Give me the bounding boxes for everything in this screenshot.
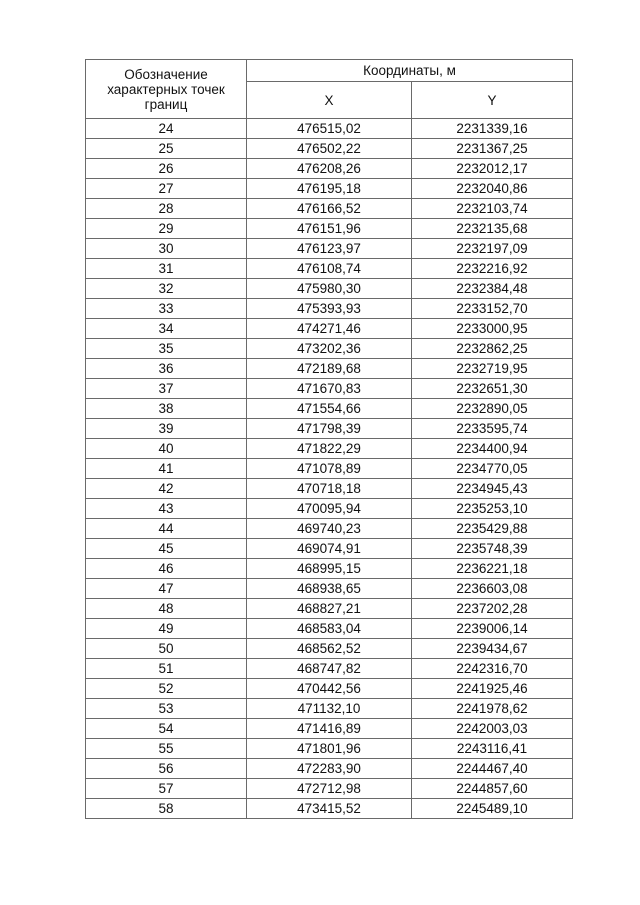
table-row: [86, 699, 573, 719]
cell-x-coordinate: 472712,98: [247, 779, 412, 799]
cell-x-coordinate: 472283,90: [247, 759, 412, 779]
cell-point-number: 46: [86, 559, 247, 579]
cell-point-number: 52: [86, 679, 247, 699]
cell-point-number: 44: [86, 519, 247, 539]
cell-point-number: 35: [86, 339, 247, 359]
table-row: [86, 119, 573, 139]
table-header: [86, 60, 573, 119]
table-row: [86, 459, 573, 479]
cell-y-coordinate: 2243116,41: [412, 739, 573, 759]
table-row: [86, 139, 573, 159]
cell-x-coordinate: 473202,36: [247, 339, 412, 359]
table-row: [86, 679, 573, 699]
cell-x-coordinate: 470442,56: [247, 679, 412, 699]
cell-y-coordinate: 2244467,40: [412, 759, 573, 779]
cell-x-coordinate: 475980,30: [247, 279, 412, 299]
cell-x-coordinate: 476108,74: [247, 259, 412, 279]
cell-x-coordinate: 471801,96: [247, 739, 412, 759]
cell-x-coordinate: 476195,18: [247, 179, 412, 199]
cell-y-coordinate: 2232012,17: [412, 159, 573, 179]
cell-point-number: 58: [86, 799, 247, 819]
cell-y-coordinate: 2231339,16: [412, 119, 573, 139]
cell-y-coordinate: 2236221,18: [412, 559, 573, 579]
table-body: [86, 119, 573, 819]
cell-x-coordinate: 476515,02: [247, 119, 412, 139]
table-row: [86, 739, 573, 759]
cell-y-coordinate: 2241978,62: [412, 699, 573, 719]
header-x: X: [247, 82, 412, 119]
cell-x-coordinate: 471670,83: [247, 379, 412, 399]
cell-point-number: 42: [86, 479, 247, 499]
table-row: [86, 419, 573, 439]
cell-y-coordinate: 2232197,09: [412, 239, 573, 259]
table-row: [86, 319, 573, 339]
cell-y-coordinate: 2244857,60: [412, 779, 573, 799]
cell-x-coordinate: 471416,89: [247, 719, 412, 739]
cell-y-coordinate: 2232651,30: [412, 379, 573, 399]
cell-x-coordinate: 471798,39: [247, 419, 412, 439]
table-row: [86, 559, 573, 579]
header-point-designation: Обозначение характерных точек границ: [86, 60, 247, 119]
table-row: [86, 299, 573, 319]
cell-point-number: 32: [86, 279, 247, 299]
cell-point-number: 36: [86, 359, 247, 379]
cell-point-number: 26: [86, 159, 247, 179]
cell-y-coordinate: 2236603,08: [412, 579, 573, 599]
cell-y-coordinate: 2232862,25: [412, 339, 573, 359]
table-row: [86, 199, 573, 219]
cell-y-coordinate: 2232719,95: [412, 359, 573, 379]
cell-point-number: 25: [86, 139, 247, 159]
table-row: [86, 379, 573, 399]
table-row: [86, 259, 573, 279]
table-row: [86, 219, 573, 239]
cell-point-number: 55: [86, 739, 247, 759]
table-row: [86, 439, 573, 459]
cell-y-coordinate: 2235429,88: [412, 519, 573, 539]
table-row: [86, 179, 573, 199]
cell-y-coordinate: 2239006,14: [412, 619, 573, 639]
cell-x-coordinate: 468995,15: [247, 559, 412, 579]
cell-x-coordinate: 476123,97: [247, 239, 412, 259]
cell-point-number: 27: [86, 179, 247, 199]
cell-point-number: 40: [86, 439, 247, 459]
table-row: [86, 539, 573, 559]
cell-x-coordinate: 474271,46: [247, 319, 412, 339]
cell-x-coordinate: 470095,94: [247, 499, 412, 519]
cell-y-coordinate: 2232890,05: [412, 399, 573, 419]
cell-point-number: 56: [86, 759, 247, 779]
table-row: [86, 519, 573, 539]
cell-x-coordinate: 471822,29: [247, 439, 412, 459]
table-row: [86, 659, 573, 679]
cell-point-number: 43: [86, 499, 247, 519]
cell-y-coordinate: 2233000,95: [412, 319, 573, 339]
cell-point-number: 37: [86, 379, 247, 399]
cell-x-coordinate: 468583,04: [247, 619, 412, 639]
cell-y-coordinate: 2232135,68: [412, 219, 573, 239]
cell-x-coordinate: 471132,10: [247, 699, 412, 719]
cell-x-coordinate: 469740,23: [247, 519, 412, 539]
cell-y-coordinate: 2235748,39: [412, 539, 573, 559]
cell-x-coordinate: 476151,96: [247, 219, 412, 239]
cell-x-coordinate: 470718,18: [247, 479, 412, 499]
cell-y-coordinate: 2234770,05: [412, 459, 573, 479]
cell-x-coordinate: 476208,26: [247, 159, 412, 179]
coordinates-table: [85, 59, 573, 819]
cell-x-coordinate: 471078,89: [247, 459, 412, 479]
cell-point-number: 45: [86, 539, 247, 559]
cell-x-coordinate: 473415,52: [247, 799, 412, 819]
table-row: [86, 579, 573, 599]
cell-point-number: 33: [86, 299, 247, 319]
cell-x-coordinate: 471554,66: [247, 399, 412, 419]
cell-point-number: 48: [86, 599, 247, 619]
table-row: [86, 759, 573, 779]
cell-x-coordinate: 476502,22: [247, 139, 412, 159]
cell-y-coordinate: 2234400,94: [412, 439, 573, 459]
cell-point-number: 28: [86, 199, 247, 219]
cell-point-number: 49: [86, 619, 247, 639]
table-row: [86, 479, 573, 499]
cell-y-coordinate: 2232040,86: [412, 179, 573, 199]
cell-point-number: 34: [86, 319, 247, 339]
cell-point-number: 47: [86, 579, 247, 599]
table-row: [86, 279, 573, 299]
cell-y-coordinate: 2232216,92: [412, 259, 573, 279]
cell-point-number: 30: [86, 239, 247, 259]
cell-x-coordinate: 472189,68: [247, 359, 412, 379]
cell-point-number: 24: [86, 119, 247, 139]
cell-point-number: 53: [86, 699, 247, 719]
cell-y-coordinate: 2232103,74: [412, 199, 573, 219]
cell-point-number: 29: [86, 219, 247, 239]
table-row: [86, 359, 573, 379]
cell-x-coordinate: 468562,52: [247, 639, 412, 659]
cell-y-coordinate: 2235253,10: [412, 499, 573, 519]
table-row: [86, 499, 573, 519]
cell-point-number: 51: [86, 659, 247, 679]
cell-x-coordinate: 468938,65: [247, 579, 412, 599]
cell-x-coordinate: 468827,21: [247, 599, 412, 619]
cell-y-coordinate: 2239434,67: [412, 639, 573, 659]
cell-y-coordinate: 2245489,10: [412, 799, 573, 819]
cell-point-number: 54: [86, 719, 247, 739]
table-row: [86, 639, 573, 659]
header-coordinates: Координаты, м: [247, 60, 573, 82]
table-row: [86, 779, 573, 799]
cell-y-coordinate: 2234945,43: [412, 479, 573, 499]
cell-point-number: 39: [86, 419, 247, 439]
table-row: [86, 399, 573, 419]
cell-x-coordinate: 468747,82: [247, 659, 412, 679]
cell-point-number: 31: [86, 259, 247, 279]
cell-y-coordinate: 2232384,48: [412, 279, 573, 299]
cell-y-coordinate: 2233152,70: [412, 299, 573, 319]
table-row: [86, 159, 573, 179]
cell-x-coordinate: 475393,93: [247, 299, 412, 319]
table-row: [86, 619, 573, 639]
table-row: [86, 799, 573, 819]
cell-y-coordinate: 2231367,25: [412, 139, 573, 159]
table-row: [86, 339, 573, 359]
cell-y-coordinate: 2233595,74: [412, 419, 573, 439]
cell-point-number: 41: [86, 459, 247, 479]
cell-point-number: 57: [86, 779, 247, 799]
table-row: [86, 599, 573, 619]
header-y: Y: [412, 82, 573, 119]
cell-y-coordinate: 2242316,70: [412, 659, 573, 679]
table-row: [86, 239, 573, 259]
cell-x-coordinate: 469074,91: [247, 539, 412, 559]
cell-point-number: 38: [86, 399, 247, 419]
table-row: [86, 719, 573, 739]
cell-y-coordinate: 2237202,28: [412, 599, 573, 619]
cell-y-coordinate: 2242003,03: [412, 719, 573, 739]
cell-point-number: 50: [86, 639, 247, 659]
cell-x-coordinate: 476166,52: [247, 199, 412, 219]
cell-y-coordinate: 2241925,46: [412, 679, 573, 699]
